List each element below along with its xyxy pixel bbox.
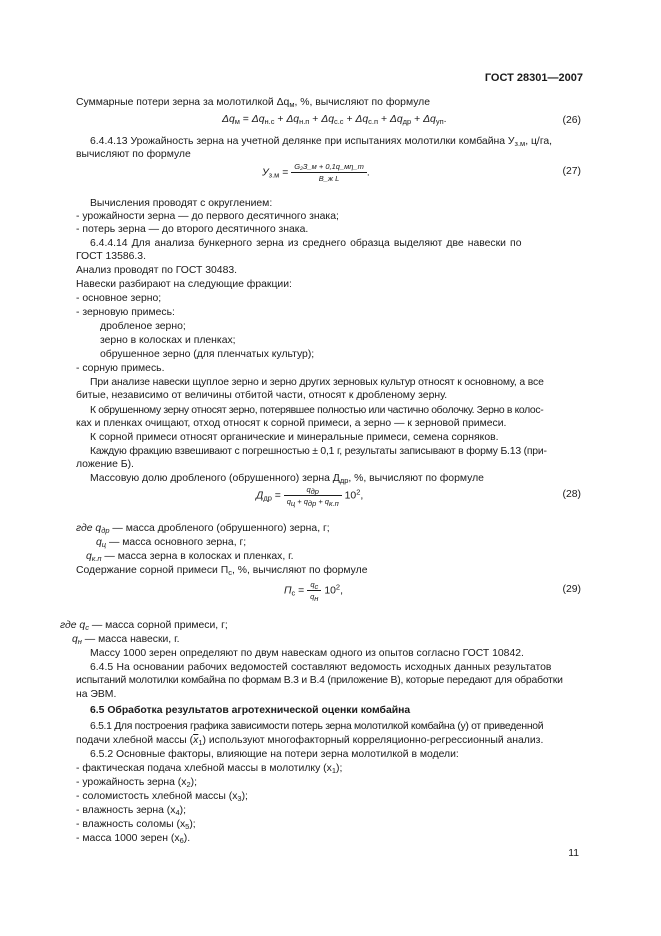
list-item: зерно в колосках и пленках;	[100, 335, 236, 346]
text-line: 6.4.4.14 Для анализа бункерного зерна из среднего образца выделяют две навески по	[90, 238, 522, 249]
text-line: ГОСТ 13586.3.	[76, 251, 146, 262]
list-item: - фактическая подача хлебной массы в молотилку $(x_1)$;	[76, 763, 343, 775]
where-item: где $q_с$ — масса сорной примеси, г;	[60, 620, 228, 632]
section-heading: 6.5 Обработка результатов агротехнической оценки комбайна	[90, 705, 411, 716]
list-item: - сорную примесь.	[76, 363, 165, 374]
list-item: - влажность соломы $(x_5)$;	[76, 819, 196, 831]
text-line: Массовую долю дробленого (обрушенного) зерна $Д_{др}$, %, вычисляют по формуле	[90, 473, 484, 485]
text-line: 6.5.2 Основные факторы, влияющие на потери зерна молотилкой в модели:	[90, 749, 459, 760]
text-line: 6.5.1 Для построения графика зависимости потерь зерна молотилкой комбайна (y) от приведенной	[90, 721, 544, 732]
where-item: $q_н$ — масса навески, г.	[72, 634, 180, 646]
formula-number: (28)	[562, 489, 581, 500]
text-line: При анализе навески щуплое зерно и зерно других зерновых культур относят к основному, а все	[90, 377, 544, 388]
text-line: - потерь зерна — до второго десятичного знака.	[76, 224, 309, 235]
text-line: Каждую фракцию взвешивают с погрешностью ± 0,1 г, результаты записывают в форму Б.13 (при-	[90, 446, 547, 457]
formula-number: (27)	[562, 166, 581, 177]
formula-26: $\Delta q_м = \Delta q_{н.с} + \Delta q_{н.п} + \Delta q_{с.с} + \Delta q_{с.п} + \Delta q_{др} + \Delta q_{уп}$.	[222, 114, 447, 126]
formula-number: (29)	[562, 584, 581, 595]
text-line: Содержание сорной примеси $П_с$, %, вычисляют по формуле	[76, 565, 368, 577]
formula-27: $У_{з.м}$ = $\frac{\text{G₂З\_м + 0,1q\_мη\_т}}{\text{B\_ж L}}$ .	[262, 162, 370, 183]
where-item: где $q_{др}$ — масса дробленого (обрушенного) зерна, г;	[76, 523, 330, 535]
list-item: - масса 1000 зерен $(x_6)$.	[76, 833, 191, 845]
where-item: $q_{к.п}$ — масса зерна в колосках и пленках, г.	[86, 551, 294, 563]
text-line: К обрушенному зерну относят зерно, потерявшее полностью или частично оболочку. Зерно в колос-	[90, 405, 544, 416]
text-line: на ЭВМ.	[76, 689, 117, 700]
text-line: К сорной примеси относят органические и минеральные примеси, семена сорняков.	[90, 432, 499, 443]
text-line: битые, независимо от величины отбитой части, относят к дробленому зерну.	[76, 390, 448, 401]
list-item: - основное зерно;	[76, 293, 162, 304]
list-item: - соломистость хлебной массы $(x_3)$;	[76, 791, 248, 803]
list-item: - влажность зерна $(x_4)$;	[76, 805, 186, 817]
list-item: обрушенное зерно (для пленчатых культур);	[100, 349, 315, 360]
list-item: - зерновую примесь:	[76, 307, 175, 318]
text-line: - урожайности зерна — до первого десятичного знака;	[76, 211, 339, 222]
formula-28: $Д_{др}$ = $\frac{q_{др}}{q_ц + q_{др} + q_{к.п}}$ $10^2$,	[256, 485, 364, 508]
text-line: Массу 1000 зерен определяют по двум навескам одного из опытов согласно ГОСТ 10842.	[90, 648, 524, 659]
text-line: вычисляют по формуле	[76, 149, 191, 160]
text-line: испытаний молотилки комбайна по формам В.3 и В.4 (приложение В), которые передают для обработки	[76, 675, 563, 686]
text-line: Навески разбирают на следующие фракции:	[76, 279, 292, 290]
text-line: 6.4.4.13 Урожайность зерна на учетной делянке при испытаниях молотилки комбайна $У_{з.м}$, ц/га,	[90, 136, 553, 148]
text-line: ках и пленках очищают, отход относят к сорной примеси, а зерно — к зерновой примеси.	[76, 418, 507, 429]
text-line: Вычисления проводят с округлением:	[90, 198, 273, 209]
list-item: - урожайность зерна $(x_2)$;	[76, 777, 197, 789]
standard-number: ГОСТ 28301—2007	[484, 72, 583, 84]
list-item: дробленое зерно;	[100, 321, 186, 332]
formula-29: $П_с$ = $\frac{q_с}{q_н}$ $10^2$,	[284, 580, 343, 603]
text-line: подачи хлебной массы $(\overline{x}_1)$ используют многофакторный корреляционно-регрессионный анализ.	[76, 735, 544, 747]
where-item: $q_ц$ — масса основного зерна, г;	[96, 537, 247, 549]
text-line: Анализ проводят по ГОСТ 30483.	[76, 265, 238, 276]
formula-number: (26)	[562, 115, 581, 126]
text-line: ложение Б).	[76, 459, 134, 470]
text-line: 6.4.5 На основании рабочих ведомостей составляют ведомость исходных данных результатов	[90, 662, 552, 673]
text-line: Суммарные потери зерна за молотилкой $\Delta q_м$, %, вычисляют по формуле	[76, 97, 431, 109]
page-number: 11	[568, 848, 579, 859]
